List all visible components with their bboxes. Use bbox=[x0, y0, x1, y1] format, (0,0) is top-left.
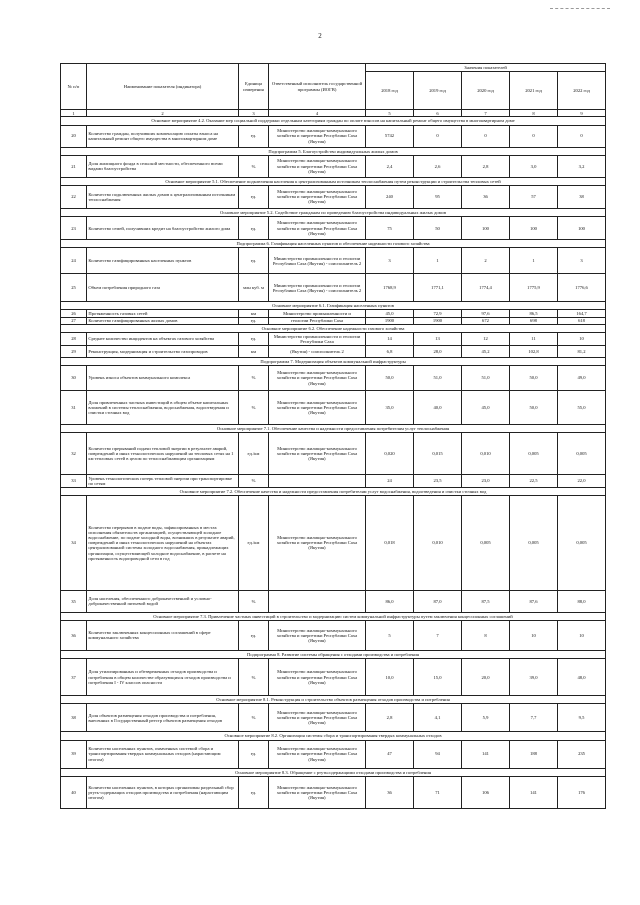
value-cell: 0,015 bbox=[414, 433, 462, 475]
value-cell: 45,0 bbox=[462, 390, 510, 424]
value-cell: 72,9 bbox=[414, 310, 462, 317]
table-row bbox=[61, 248, 606, 274]
table-row bbox=[61, 365, 606, 390]
value-cell: 672 bbox=[462, 317, 510, 324]
unit-cell: ед./км bbox=[239, 495, 269, 590]
value-cell: 0 bbox=[462, 125, 510, 147]
table-row bbox=[61, 185, 606, 208]
indicator-name: Уровень износа объектов коммунального комплекса bbox=[87, 365, 239, 390]
value-cell: 1771,1 bbox=[414, 274, 462, 302]
indicator-name: Количество прерываний подачи тепловой энергии в результате аварий, повреждений и иных технологических нарушений на тепловых сетях на 1 км тепловых сетей в целом по теплоснабжающим организациям bbox=[87, 433, 239, 475]
unit-cell: ед./км bbox=[239, 433, 269, 475]
section-title: Подпрограмма 8. Развитие системы обращения с отходами производства и потребления bbox=[61, 650, 606, 658]
column-number: 1 bbox=[61, 110, 87, 117]
value-cell: 2,8 bbox=[366, 704, 414, 732]
header-responsible: Ответственный исполнитель государственной программы (ИОГВ) bbox=[269, 64, 366, 110]
responsible-cell: Министерство жилищно-коммунального хозяйства и энергетики Республики Саха (Якутия) bbox=[269, 217, 366, 240]
unit-cell: км bbox=[239, 310, 269, 317]
table-row bbox=[61, 776, 606, 808]
value-cell: 3,2 bbox=[558, 155, 606, 177]
responsible-cell: Министерство жилищно-коммунального хозяйства и энергетики Республики Саха (Якутия) bbox=[269, 704, 366, 732]
value-cell: 71 bbox=[414, 776, 462, 808]
value-cell: 23,0 bbox=[462, 475, 510, 487]
table-row bbox=[61, 155, 606, 177]
value-cell: 28,0 bbox=[414, 345, 462, 357]
value-cell: 10 bbox=[558, 620, 606, 650]
value-cell: 10 bbox=[558, 333, 606, 345]
indicator-name: Уровень технологических потерь тепловой энергии при транспортировке по сетям bbox=[87, 475, 239, 487]
value-cell: 35,0 bbox=[366, 390, 414, 424]
value-cell: 102,8 bbox=[510, 345, 558, 357]
indicator-name: Количество газифицированных жилых домов bbox=[87, 317, 239, 324]
value-cell: 95 bbox=[414, 185, 462, 208]
unit-cell: ед. bbox=[239, 776, 269, 808]
value-cell: 48,0 bbox=[558, 659, 606, 696]
value-cell: 3,0 bbox=[510, 155, 558, 177]
row-number: 26 bbox=[61, 310, 87, 317]
unit-cell: ед. bbox=[239, 317, 269, 324]
unit-cell: км bbox=[239, 345, 269, 357]
section-row bbox=[61, 302, 606, 310]
indicator-name: Количество населенных пунктов, в которых организован раздельный сбор ртуть-содержащих отходов производства и потребления (нарастающим итогом) bbox=[87, 776, 239, 808]
value-cell: 0 bbox=[414, 125, 462, 147]
unit-cell: ед. bbox=[239, 185, 269, 208]
row-number: 32 bbox=[61, 433, 87, 475]
value-cell: 2 bbox=[462, 248, 510, 274]
value-cell: 1768,9 bbox=[366, 274, 414, 302]
value-cell: 188 bbox=[510, 740, 558, 768]
indicator-name: Среднее количество инцидентов на объектах газового хозяйства bbox=[87, 333, 239, 345]
section-row bbox=[61, 147, 606, 155]
responsible-cell: Министерство жилищно-коммунального хозяйства и энергетики Республики Саха (Якутия) bbox=[269, 495, 366, 590]
value-cell: 141 bbox=[510, 776, 558, 808]
table-row bbox=[61, 659, 606, 696]
section-title: Основное мероприятие 5.2. Содействие гражданам по проведению благоустройства индивидуальных жилых домов bbox=[61, 208, 606, 216]
header-year: 2021 год bbox=[510, 72, 558, 110]
column-number: 8 bbox=[510, 110, 558, 117]
section-row bbox=[61, 177, 606, 185]
unit-cell: ед. bbox=[239, 333, 269, 345]
value-cell: 3 bbox=[558, 248, 606, 274]
header-name: Наименование показателя (индикатора) bbox=[87, 64, 239, 110]
value-cell: 39,0 bbox=[510, 659, 558, 696]
value-cell: 81,2 bbox=[558, 345, 606, 357]
value-cell: 1900 bbox=[414, 317, 462, 324]
value-cell: 97,6 bbox=[462, 310, 510, 317]
value-cell: 55,0 bbox=[558, 390, 606, 424]
responsible-cell: Министерство жилищно-коммунального хозяйства и энергетики Республики Саха (Якутия) bbox=[269, 185, 366, 208]
value-cell: 7,7 bbox=[510, 704, 558, 732]
responsible-cell: Министерство жилищно-коммунального хозяйства и энергетики Республики Саха (Якутия) bbox=[269, 659, 366, 696]
value-cell: 47 bbox=[366, 740, 414, 768]
unit-cell: млн куб. м bbox=[239, 274, 269, 302]
table-row bbox=[61, 433, 606, 475]
indicator-name: Количество подключенных жилых домов к централизованным источникам теплоснабжения bbox=[87, 185, 239, 208]
value-cell: 51,0 bbox=[414, 365, 462, 390]
indicator-name: Доля утилизированных и обезвреженных отходов производства и потребления в общем количестве образующихся отходов производства и потребления I - IV классов опасности bbox=[87, 659, 239, 696]
unit-cell: % bbox=[239, 659, 269, 696]
value-cell: 86,5 bbox=[510, 310, 558, 317]
header-year: 2018 год bbox=[366, 72, 414, 110]
row-number: 39 bbox=[61, 740, 87, 768]
header-year: 2022 год bbox=[558, 72, 606, 110]
section-title: Основное мероприятие 4.2. Оказание мер социальной поддержки отдельным категориям граждан по оплате взносов на капитальный ремонт общего имущества в многоквартирном доме bbox=[61, 117, 606, 125]
section-title: Основное мероприятие 7.3. Привлечение частных инвестиций в строительство и модернизацию систем коммунальной инфраструктуры путем заключения концессионных соглашений bbox=[61, 612, 606, 620]
table-row bbox=[61, 475, 606, 487]
value-cell: 1774,4 bbox=[462, 274, 510, 302]
table-row bbox=[61, 620, 606, 650]
row-number: 24 bbox=[61, 248, 87, 274]
section-row bbox=[61, 325, 606, 333]
value-cell: 10 bbox=[510, 620, 558, 650]
value-cell: 45,2 bbox=[462, 345, 510, 357]
row-number: 29 bbox=[61, 345, 87, 357]
value-cell: 23,5 bbox=[414, 475, 462, 487]
value-cell: 1 bbox=[510, 248, 558, 274]
table-row bbox=[61, 310, 606, 317]
value-cell: 22,0 bbox=[558, 475, 606, 487]
value-cell: 20,0 bbox=[462, 659, 510, 696]
row-number: 23 bbox=[61, 217, 87, 240]
responsible-cell bbox=[269, 475, 366, 487]
responsible-cell: Министерство жилищно-коммунального хозяйства и энергетики Республики Саха (Якутия) bbox=[269, 125, 366, 147]
value-cell: 49,0 bbox=[558, 365, 606, 390]
responsible-cell: Министерство жилищно-коммунального хозяйства и энергетики Республики Саха (Якутия) bbox=[269, 433, 366, 475]
value-cell: 100 bbox=[510, 217, 558, 240]
column-number: 7 bbox=[462, 110, 510, 117]
value-cell: 0,005 bbox=[558, 433, 606, 475]
unit-cell: % bbox=[239, 390, 269, 424]
unit-cell: % bbox=[239, 590, 269, 612]
table-row bbox=[61, 495, 606, 590]
value-cell: 15,0 bbox=[414, 659, 462, 696]
value-cell: 22,5 bbox=[510, 475, 558, 487]
row-number: 36 bbox=[61, 620, 87, 650]
indicator-name: Реконструкция, модернизация и строительство газопроводов bbox=[87, 345, 239, 357]
table-row bbox=[61, 125, 606, 147]
row-number: 21 bbox=[61, 155, 87, 177]
value-cell: 51,0 bbox=[462, 365, 510, 390]
value-cell: 5742 bbox=[366, 125, 414, 147]
section-row bbox=[61, 487, 606, 495]
value-cell: 240 bbox=[366, 185, 414, 208]
responsible-cell: Министерство жилищно-коммунального хозяйства и энергетики Республики Саха (Якутия) bbox=[269, 390, 366, 424]
value-cell: 87,6 bbox=[510, 590, 558, 612]
row-number: 37 bbox=[61, 659, 87, 696]
value-cell: 0,005 bbox=[510, 433, 558, 475]
responsible-cell: Министерство промышленности и геологии Республики Саха (Якутия) - соисполнитель 2 bbox=[269, 248, 366, 274]
value-cell: 87,5 bbox=[462, 590, 510, 612]
row-number: 35 bbox=[61, 590, 87, 612]
value-cell: 100 bbox=[558, 217, 606, 240]
value-cell: 0,010 bbox=[414, 495, 462, 590]
scan-marks bbox=[550, 8, 610, 12]
value-cell: 14 bbox=[366, 333, 414, 345]
value-cell: 3 bbox=[366, 248, 414, 274]
indicator-name: Количество заключенных концессионных соглашений в сфере коммунального хозяйства bbox=[87, 620, 239, 650]
section-title: Основное мероприятие 5.1. Обеспечение подключения населения к централизованным источникам теплоснабжения путем реконструкции и строительства тепловых сетей bbox=[61, 177, 606, 185]
page-number: 2 bbox=[318, 32, 322, 40]
value-cell: 0,010 bbox=[462, 433, 510, 475]
section-row bbox=[61, 768, 606, 776]
value-cell: 8 bbox=[462, 620, 510, 650]
value-cell: 12 bbox=[462, 333, 510, 345]
value-cell: 698 bbox=[510, 317, 558, 324]
unit-cell: ед. bbox=[239, 217, 269, 240]
value-cell: 618 bbox=[558, 317, 606, 324]
value-cell: 50,0 bbox=[510, 365, 558, 390]
column-number: 2 bbox=[87, 110, 239, 117]
section-row bbox=[61, 208, 606, 216]
unit-cell: % bbox=[239, 155, 269, 177]
header-no: № п/п bbox=[61, 64, 87, 110]
responsible-cell: Министерство промышленности и bbox=[269, 310, 366, 317]
value-cell: 0,005 bbox=[462, 495, 510, 590]
unit-cell: % bbox=[239, 704, 269, 732]
unit-cell: ед. bbox=[239, 248, 269, 274]
indicator-name: Доля привлеченных частных инвестиций в общем объеме капитальных вложений в системы теплоснабжения, водоснабжения, водоотведения и очистки сточных вод bbox=[87, 390, 239, 424]
value-cell: 57 bbox=[510, 185, 558, 208]
table-row bbox=[61, 704, 606, 732]
responsible-cell bbox=[269, 590, 366, 612]
value-cell: 1776,6 bbox=[558, 274, 606, 302]
value-cell: 50,0 bbox=[510, 390, 558, 424]
section-title: Подпрограмма 5. Благоустройство индивидуальных жилых домов bbox=[61, 147, 606, 155]
indicator-name: Доля населения, обеспеченного доброкачественной и условно-доброкачественной питьевой водой bbox=[87, 590, 239, 612]
header-values: Значения показателей bbox=[366, 64, 606, 72]
indicator-name: Объем потребления природного газа bbox=[87, 274, 239, 302]
section-title: Основное мероприятие 8.2. Организация системы сбора и транспортирования твердых коммунальных отходов bbox=[61, 732, 606, 740]
column-number: 9 bbox=[558, 110, 606, 117]
value-cell: 36 bbox=[462, 185, 510, 208]
value-cell: 141 bbox=[462, 740, 510, 768]
responsible-cell: Министерство жилищно-коммунального хозяйства и энергетики Республики Саха (Якутия) bbox=[269, 155, 366, 177]
responsible-cell: (Якутия) - соисполнитель 2 bbox=[269, 345, 366, 357]
column-number: 3 bbox=[239, 110, 269, 117]
value-cell: 100 bbox=[462, 217, 510, 240]
header-year: 2020 год bbox=[462, 72, 510, 110]
responsible-cell: Министерство жилищно-коммунального хозяйства и энергетики Республики Саха (Якутия) bbox=[269, 365, 366, 390]
header-year: 2019 год bbox=[414, 72, 462, 110]
value-cell: 36 bbox=[366, 776, 414, 808]
row-number: 25 bbox=[61, 274, 87, 302]
value-cell: 24 bbox=[366, 475, 414, 487]
value-cell: 7 bbox=[414, 620, 462, 650]
indicator-name: Количество перерывов в подаче воды, зафиксированных в местах исполнения обязательств организацией, осуществляющей холодное водоснабжение, по подаче холодной воды, возникших в результате аварий, повреждений и иных технологических нарушений на объектах централизованной системы холодного водоснабжения, принадлежащих организации, осуществляющей холодное водоснабжение, в расчете на протяженность водопроводной сети в год bbox=[87, 495, 239, 590]
table-row bbox=[61, 333, 606, 345]
table-row bbox=[61, 740, 606, 768]
table-row bbox=[61, 274, 606, 302]
row-number: 30 bbox=[61, 365, 87, 390]
value-cell: 13 bbox=[414, 333, 462, 345]
section-row bbox=[61, 612, 606, 620]
section-title: Основное мероприятие 8.3. Обращение с ртутьсодержащими отходами производства и потребления bbox=[61, 768, 606, 776]
section-title: Основное мероприятие 8.1. Реконструкция и строительство объектов размещения отходов производства и потребления bbox=[61, 696, 606, 704]
header-unit: Единица измерения bbox=[239, 64, 269, 110]
table-row bbox=[61, 317, 606, 324]
value-cell: 5 bbox=[366, 620, 414, 650]
value-cell: 2,8 bbox=[462, 155, 510, 177]
column-number: 6 bbox=[414, 110, 462, 117]
section-title: Основное мероприятие 6.2. Обеспечение надежности газового хозяйства bbox=[61, 325, 606, 333]
section-row bbox=[61, 357, 606, 365]
value-cell: 0,020 bbox=[366, 433, 414, 475]
indicator-name: Количество граждан, получивших компенсацию оплаты взноса на капитальный ремонт общего имущества в многоквартирном доме bbox=[87, 125, 239, 147]
section-title: Основное мероприятие 7.1. Обеспечение качества и надежности предоставления потребителям услуг теплоснабжения bbox=[61, 424, 606, 432]
section-row bbox=[61, 696, 606, 704]
row-number: 34 bbox=[61, 495, 87, 590]
section-title: Основное мероприятие 7.2. Обеспечение качества и надежности предоставления потребителям услуг водоснабжения, водоотведения и очистки сточных вод bbox=[61, 487, 606, 495]
value-cell: 50,0 bbox=[366, 365, 414, 390]
responsible-cell: Министерство жилищно-коммунального хозяйства и энергетики Республики Саха (Якутия) bbox=[269, 740, 366, 768]
row-number: 33 bbox=[61, 475, 87, 487]
row-number: 22 bbox=[61, 185, 87, 208]
unit-cell: % bbox=[239, 475, 269, 487]
column-number: 4 bbox=[269, 110, 366, 117]
unit-cell: ед. bbox=[239, 125, 269, 147]
indicators-table bbox=[60, 63, 606, 809]
value-cell: 88,0 bbox=[558, 590, 606, 612]
table-row bbox=[61, 390, 606, 424]
value-cell: 40,0 bbox=[414, 390, 462, 424]
value-cell: 106 bbox=[462, 776, 510, 808]
table-body bbox=[61, 117, 606, 808]
responsible-cell: Министерство промышленности и геологии Республики Саха bbox=[269, 333, 366, 345]
value-cell: 1900 bbox=[366, 317, 414, 324]
value-cell: 50 bbox=[414, 217, 462, 240]
responsible-cell: геологии Республики Саха bbox=[269, 317, 366, 324]
unit-cell: ед. bbox=[239, 740, 269, 768]
responsible-cell: Министерство жилищно-коммунального хозяйства и энергетики Республики Саха (Якутия) bbox=[269, 776, 366, 808]
value-cell: 0 bbox=[510, 125, 558, 147]
value-cell: 2,6 bbox=[414, 155, 462, 177]
value-cell: 164,7 bbox=[558, 310, 606, 317]
value-cell: 38 bbox=[558, 185, 606, 208]
value-cell: 6,8 bbox=[366, 345, 414, 357]
indicator-name: Количество газифицированных населенных пунктов bbox=[87, 248, 239, 274]
indicator-name: Количество семей, получивших кредит на благоустройство жилого дома bbox=[87, 217, 239, 240]
row-number: 28 bbox=[61, 333, 87, 345]
responsible-cell: Министерство промышленности и геологии Республики Саха (Якутия) - соисполнитель 2 bbox=[269, 274, 366, 302]
row-number: 20 bbox=[61, 125, 87, 147]
row-number: 27 bbox=[61, 317, 87, 324]
value-cell: 9,5 bbox=[558, 704, 606, 732]
value-cell: 45,0 bbox=[366, 310, 414, 317]
value-cell: 0 bbox=[558, 125, 606, 147]
unit-cell: ед. bbox=[239, 620, 269, 650]
value-cell: 5,9 bbox=[462, 704, 510, 732]
indicator-name: Доля жилищного фонда в сельской местности, обеспеченного всеми видами благоустройства bbox=[87, 155, 239, 177]
value-cell: 235 bbox=[558, 740, 606, 768]
section-title: Подпрограмма 7. Модернизация объектов коммунальной инфраструктуры bbox=[61, 357, 606, 365]
value-cell: 75 bbox=[366, 217, 414, 240]
unit-cell: % bbox=[239, 365, 269, 390]
section-row bbox=[61, 240, 606, 248]
value-cell: 0,005 bbox=[558, 495, 606, 590]
value-cell: 1775,9 bbox=[510, 274, 558, 302]
table-row bbox=[61, 590, 606, 612]
row-number: 31 bbox=[61, 390, 87, 424]
value-cell: 0,018 bbox=[366, 495, 414, 590]
value-cell: 0,005 bbox=[510, 495, 558, 590]
table-row bbox=[61, 217, 606, 240]
column-number: 5 bbox=[366, 110, 414, 117]
value-cell: 94 bbox=[414, 740, 462, 768]
section-row bbox=[61, 650, 606, 658]
table-row bbox=[61, 345, 606, 357]
section-title: Подпрограмма 6. Газификация населенных пунктов и обеспечение надежности газового хозяйства bbox=[61, 240, 606, 248]
value-cell: 86,0 bbox=[366, 590, 414, 612]
value-cell: 2,4 bbox=[366, 155, 414, 177]
section-row bbox=[61, 117, 606, 125]
indicator-name: Протяженность газовых сетей bbox=[87, 310, 239, 317]
value-cell: 10,0 bbox=[366, 659, 414, 696]
value-cell: 176 bbox=[558, 776, 606, 808]
indicator-name: Доля объектов размещения отходов производства и потребления, внесенных в Государственный реестр объектов размещения отходов bbox=[87, 704, 239, 732]
section-row bbox=[61, 424, 606, 432]
section-row bbox=[61, 732, 606, 740]
indicator-name: Количество населенных пунктов, охваченных системой сбора и транспортирования твердых коммунальных отходов (нарастающим итогом) bbox=[87, 740, 239, 768]
value-cell: 11 bbox=[510, 333, 558, 345]
value-cell: 4,1 bbox=[414, 704, 462, 732]
row-number: 38 bbox=[61, 704, 87, 732]
value-cell: 87,0 bbox=[414, 590, 462, 612]
row-number: 40 bbox=[61, 776, 87, 808]
value-cell: 1 bbox=[414, 248, 462, 274]
responsible-cell: Министерство жилищно-коммунального хозяйства и энергетики Республики Саха (Якутия) bbox=[269, 620, 366, 650]
section-title: Основное мероприятие 6.1. Газификация населенных пунктов bbox=[61, 302, 606, 310]
